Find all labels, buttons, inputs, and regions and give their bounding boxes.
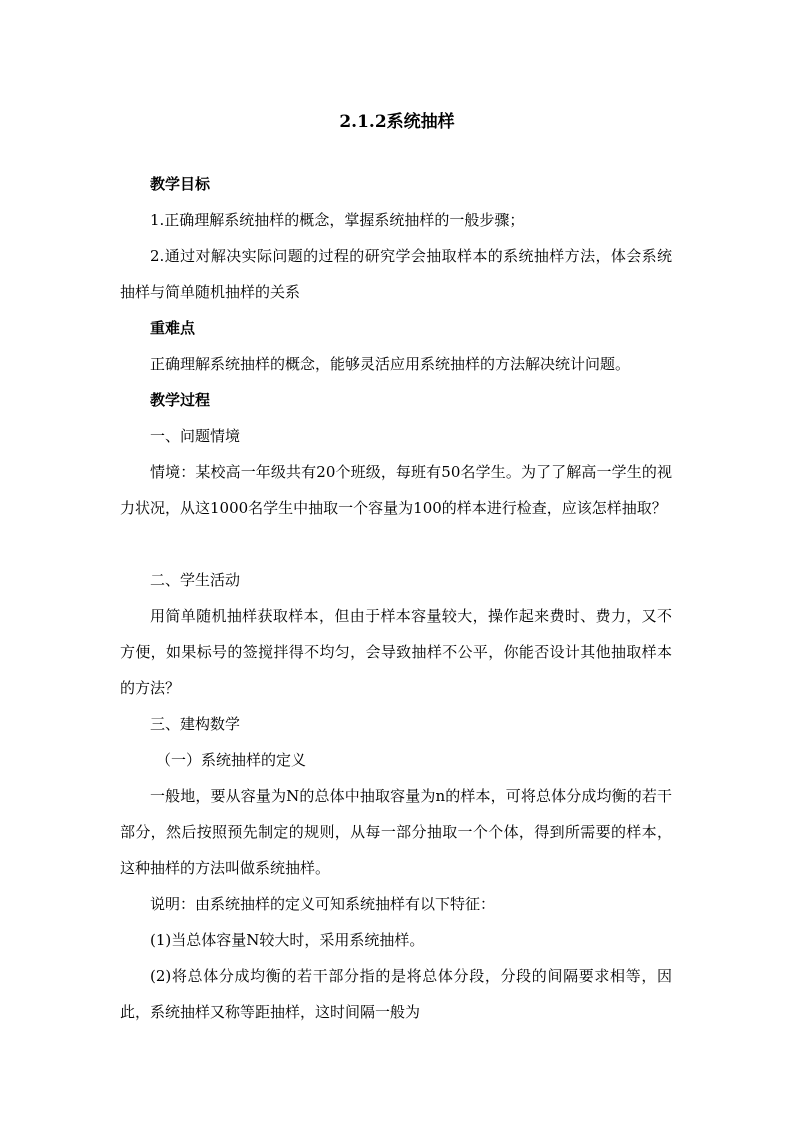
document-title: 2.1.2系统抽样 (339, 112, 455, 132)
explanation-intro: 说明：由系统抽样的定义可知系统抽样有以下特征： (150, 895, 496, 913)
section-build-math: 三、建构数学 (150, 715, 241, 733)
subsection-definition: （一）系统抽样的定义 (156, 751, 307, 769)
heading-teaching-goals: 教学目标 (150, 175, 211, 193)
section-student-activity: 二、学生活动 (150, 571, 241, 589)
definition-text: 一般地，要从容量为N的总体中抽取容量为n的样本，可将总体分成均衡的若干部分，然后按照预先制定的规则，从每一部分抽取一个个体，得到所需要的样本，这种抽样的方法叫做系统抽样。 (120, 787, 672, 877)
feature-item-2: (2)将总体分成均衡的若干部分指的是将总体分段，分段的间隔要求相等，因此，系统抽样又称等距抽样，这时间隔一般为 (120, 967, 672, 1021)
heading-key-points: 重难点 (150, 319, 196, 337)
heading-teaching-process: 教学过程 (150, 391, 211, 409)
student-activity-text: 用简单随机抽样获取样本，但由于样本容量较大，操作起来费时、费力，又不方便，如果标号的签搅拌得不均匀，会导致抽样不公平，你能否设计其他抽取样本的方法？ (120, 607, 672, 697)
key-points-text: 正确理解系统抽样的概念，能够灵活应用系统抽样的方法解决统计问题。 (150, 355, 631, 373)
feature-item-1: (1)当总体容量N较大时，采用系统抽样。 (150, 931, 425, 949)
situation-text: 情境：某校高一年级共有20个班级，每班有50名学生。为了了解高一学生的视力状况，从这1000名学生中抽取一个容量为100的样本进行检查，应该怎样抽取？ (120, 463, 672, 517)
section-problem-situation: 一、问题情境 (150, 427, 241, 445)
goal-item-1: 1.正确理解系统抽样的概念，掌握系统抽样的一般步骤； (150, 211, 525, 229)
goal-item-2: 2.通过对解决实际问题的过程的研究学会抽取样本的系统抽样方法，体会系统抽样与简单随机抽样的关系 (120, 247, 672, 301)
